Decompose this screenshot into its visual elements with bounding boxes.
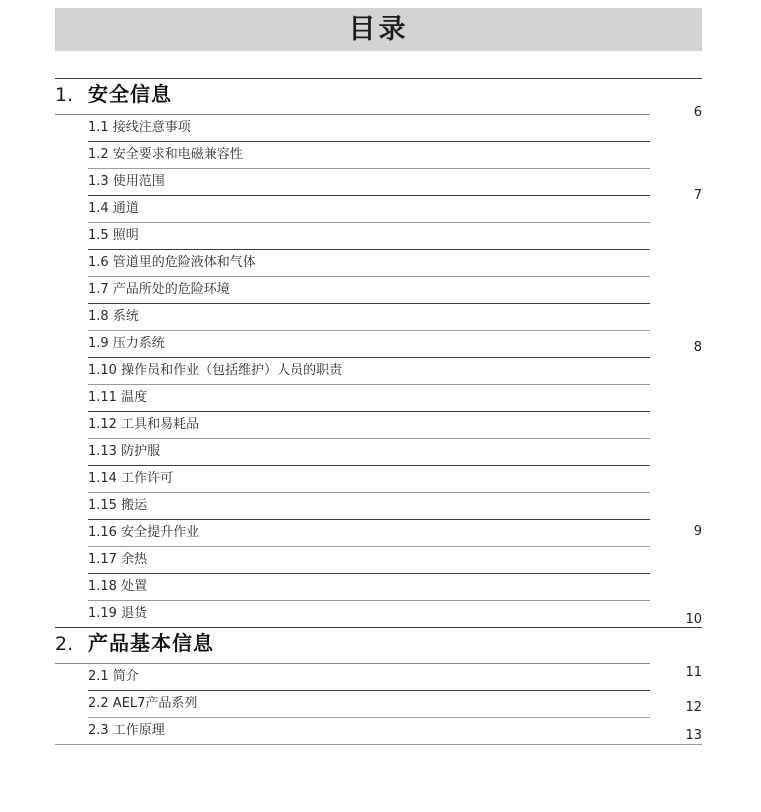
page-title: 目录 bbox=[348, 14, 409, 45]
toc-entry-label: 1.11 温度 bbox=[88, 390, 148, 405]
toc-separator-rule bbox=[88, 465, 650, 466]
toc-separator-rule bbox=[88, 222, 650, 223]
toc-entry-label: 1.5 照明 bbox=[88, 228, 139, 243]
toc-entry-label: 1.18 处置 bbox=[88, 579, 148, 594]
toc-entry-label: 1.8 系统 bbox=[88, 309, 139, 324]
toc-separator-rule bbox=[88, 690, 650, 691]
toc-entry-label: 2.3 工作原理 bbox=[88, 723, 165, 738]
toc-page-number: 8 bbox=[693, 340, 702, 355]
toc-entry-row[interactable] bbox=[0, 141, 761, 168]
toc-page-number: 6 bbox=[693, 105, 702, 120]
toc-entry-label: 1.10 操作员和作业（包括维护）人员的职责 bbox=[88, 363, 343, 378]
toc-separator-rule bbox=[88, 573, 650, 574]
toc-section-title: 安全信息 bbox=[88, 82, 172, 106]
toc-page-number: 11 bbox=[685, 665, 702, 680]
toc-entry-row[interactable] bbox=[0, 573, 761, 600]
toc-separator-rule bbox=[88, 168, 650, 169]
toc-section-title: 产品基本信息 bbox=[88, 631, 214, 655]
toc-page-number: 12 bbox=[685, 700, 702, 715]
toc-entry-label: 1.4 通道 bbox=[88, 201, 139, 216]
toc-separator-rule bbox=[88, 141, 650, 142]
toc-separator-rule bbox=[88, 276, 650, 277]
toc-separator-rule bbox=[88, 546, 650, 547]
toc-section-number: 1. bbox=[55, 84, 74, 106]
toc-entry-row[interactable] bbox=[0, 411, 761, 438]
toc-entry-label: 1.9 压力系统 bbox=[88, 336, 165, 351]
toc-entry-row[interactable] bbox=[0, 303, 761, 330]
toc-entry-label: 1.1 接线注意事项 bbox=[88, 120, 191, 135]
toc-entry-label: 1.16 安全提升作业 bbox=[88, 525, 200, 540]
toc-entry-label: 1.7 产品所处的危险环境 bbox=[88, 282, 230, 297]
toc-separator-rule bbox=[88, 249, 650, 250]
toc-separator-rule bbox=[55, 663, 650, 664]
toc-separator-rule bbox=[88, 600, 650, 601]
toc-section-row[interactable] bbox=[0, 627, 761, 663]
toc-entry-row[interactable] bbox=[0, 249, 761, 276]
toc-entry-label: 1.12 工具和易耗品 bbox=[88, 417, 200, 432]
toc-separator-rule bbox=[88, 411, 650, 412]
toc-entry-label: 1.17 余热 bbox=[88, 552, 148, 567]
toc-separator-rule bbox=[55, 627, 702, 628]
toc-page-number: 7 bbox=[693, 188, 702, 203]
toc-entry-label: 2.1 简介 bbox=[88, 669, 139, 684]
toc-entry-row[interactable] bbox=[0, 357, 761, 384]
toc-separator-rule bbox=[88, 384, 650, 385]
toc-entry-row[interactable] bbox=[0, 546, 761, 573]
toc-separator-rule bbox=[88, 519, 650, 520]
toc-entry-row[interactable] bbox=[0, 465, 761, 492]
toc-entry-label: 1.3 使用范围 bbox=[88, 174, 165, 189]
toc-separator-rule bbox=[55, 114, 650, 115]
toc-entry-row[interactable] bbox=[0, 276, 761, 303]
table-of-contents bbox=[0, 78, 761, 746]
toc-row-list bbox=[0, 78, 761, 746]
toc-section-number: 2. bbox=[55, 633, 74, 655]
toc-separator-rule bbox=[88, 357, 650, 358]
toc-page-number: 9 bbox=[693, 524, 702, 539]
toc-entry-row[interactable] bbox=[0, 384, 761, 411]
toc-separator-rule bbox=[55, 78, 702, 79]
toc-entry-row[interactable] bbox=[0, 492, 761, 519]
toc-bottom-rule bbox=[55, 744, 702, 745]
toc-separator-rule bbox=[88, 717, 650, 718]
toc-page-number: 13 bbox=[685, 728, 702, 743]
toc-separator-rule bbox=[88, 195, 650, 196]
toc-entry-row[interactable] bbox=[0, 438, 761, 465]
toc-separator-rule bbox=[88, 330, 650, 331]
toc-entry-label: 1.14 工作许可 bbox=[88, 471, 174, 486]
toc-entry-label: 1.15 搬运 bbox=[88, 498, 148, 513]
toc-entry-row[interactable] bbox=[0, 222, 761, 249]
toc-entry-label: 1.2 安全要求和电磁兼容性 bbox=[88, 147, 243, 162]
toc-entry-label: 2.2 AEL7产品系列 bbox=[88, 696, 198, 711]
toc-separator-rule bbox=[88, 303, 650, 304]
toc-entry-label: 1.13 防护服 bbox=[88, 444, 161, 459]
toc-separator-rule bbox=[88, 492, 650, 493]
toc-header-banner bbox=[55, 8, 702, 51]
toc-entry-label: 1.6 管道里的危险液体和气体 bbox=[88, 255, 256, 270]
toc-separator-rule bbox=[88, 438, 650, 439]
toc-page-number: 10 bbox=[685, 612, 702, 627]
toc-entry-label: 1.19 退货 bbox=[88, 606, 148, 621]
